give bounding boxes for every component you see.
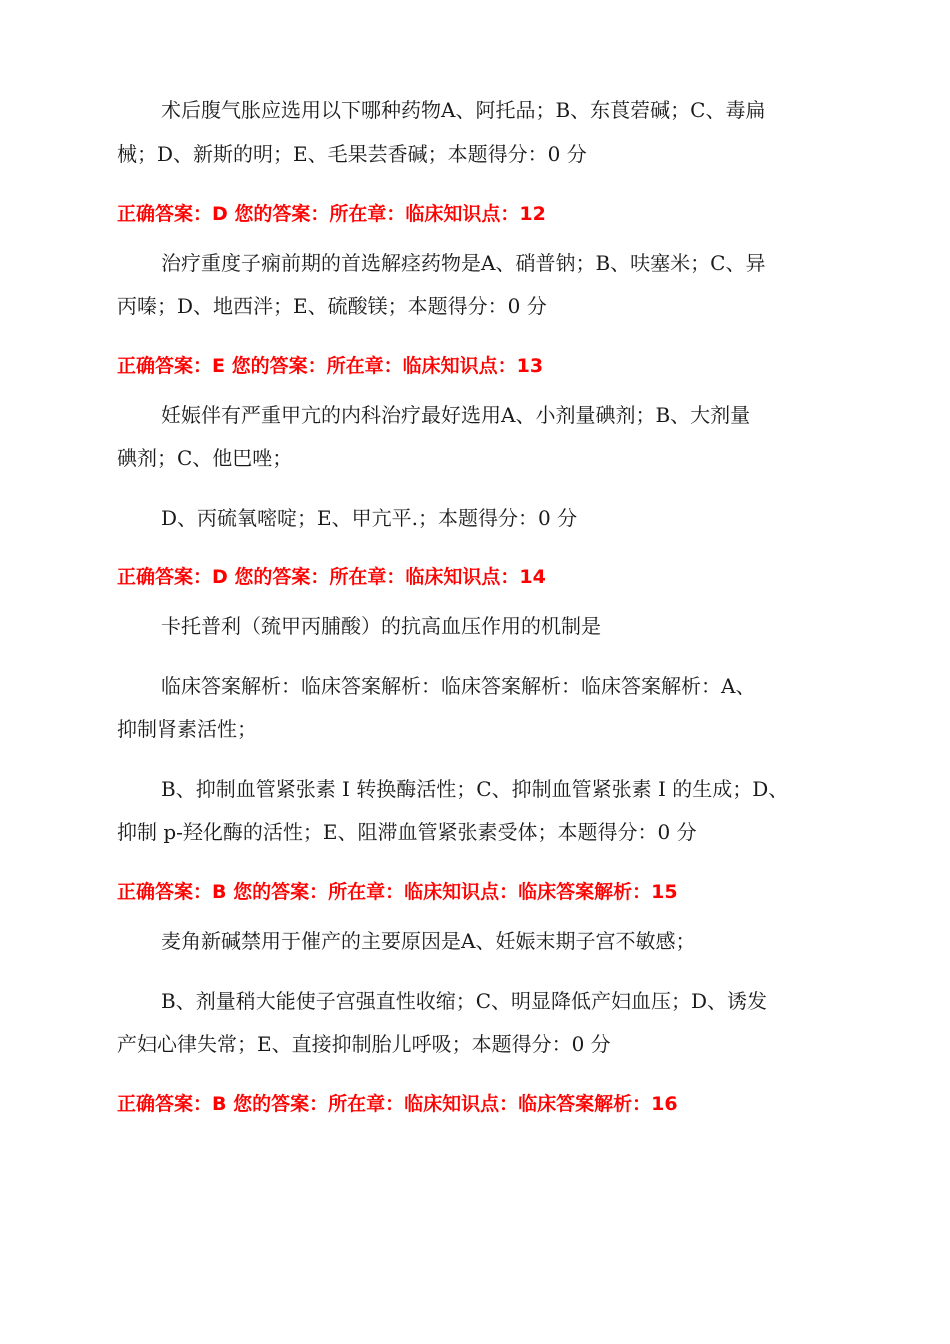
question-15-line-4: B、抑制血管紧张素 I 转换酶活性；C、抑制血管紧张素 I 的生成；D、: [161, 777, 789, 801]
question-14-line-2: 碘剂；C、他巴唑；: [117, 446, 293, 470]
question-16-line-2: B、剂量稍大能使子宫强直性收缩；C、明显降低产妇血压；D、诱发: [161, 989, 768, 1013]
question-13-line-2: 丙嗪；D、地西泮；E、硫酸镁；本题得分：0 分: [117, 294, 547, 318]
question-16-line-1: 麦角新碱禁用于催产的主要原因是A、妊娠末期子宫不敏感；: [161, 929, 696, 953]
question-13-line-1: 治疗重度子痫前期的首选解痉药物是A、硝普钠；B、呋塞米；C、异: [161, 251, 766, 275]
answer-line-16: 正确答案：B 您的答案：所在章：临床知识点：临床答案解析：16: [117, 1093, 678, 1115]
answer-line-15: 正确答案：B 您的答案：所在章：临床知识点：临床答案解析：15: [117, 881, 678, 903]
question-15-line-5: 抑制 p-羟化酶的活性；E、阻滞血管紧张素受体；本题得分：0 分: [117, 820, 697, 844]
answer-line-14: 正确答案：D 您的答案：所在章：临床知识点：14: [117, 566, 546, 588]
question-15-line-1: 卡托普利（巯甲丙脯酸）的抗高血压作用的机制是: [161, 614, 601, 638]
question-15-line-3: 抑制肾素活性；: [117, 717, 257, 741]
question-14-line-3: D、丙硫氧嘧啶；E、甲亢平.；本题得分：0 分: [161, 506, 578, 530]
question-12-line-1: 术后腹气胀应选用以下哪种药物A、阿托品；B、东莨菪碱；C、毒扁: [161, 98, 766, 122]
answer-line-12: 正确答案：D 您的答案：所在章：临床知识点：12: [117, 203, 546, 225]
question-14-line-1: 妊娠伴有严重甲亢的内科治疗最好选用A、小剂量碘剂；B、大剂量: [161, 403, 751, 427]
question-12-line-2: 械；D、新斯的明；E、毛果芸香碱；本题得分：0 分: [117, 142, 587, 166]
question-15-line-2: 临床答案解析：临床答案解析：临床答案解析：临床答案解析：A、: [161, 674, 756, 698]
answer-line-13: 正确答案：E 您的答案：所在章：临床知识点：13: [117, 355, 544, 377]
question-16-line-3: 产妇心律失常；E、直接抑制胎儿呼吸；本题得分：0 分: [117, 1032, 611, 1056]
